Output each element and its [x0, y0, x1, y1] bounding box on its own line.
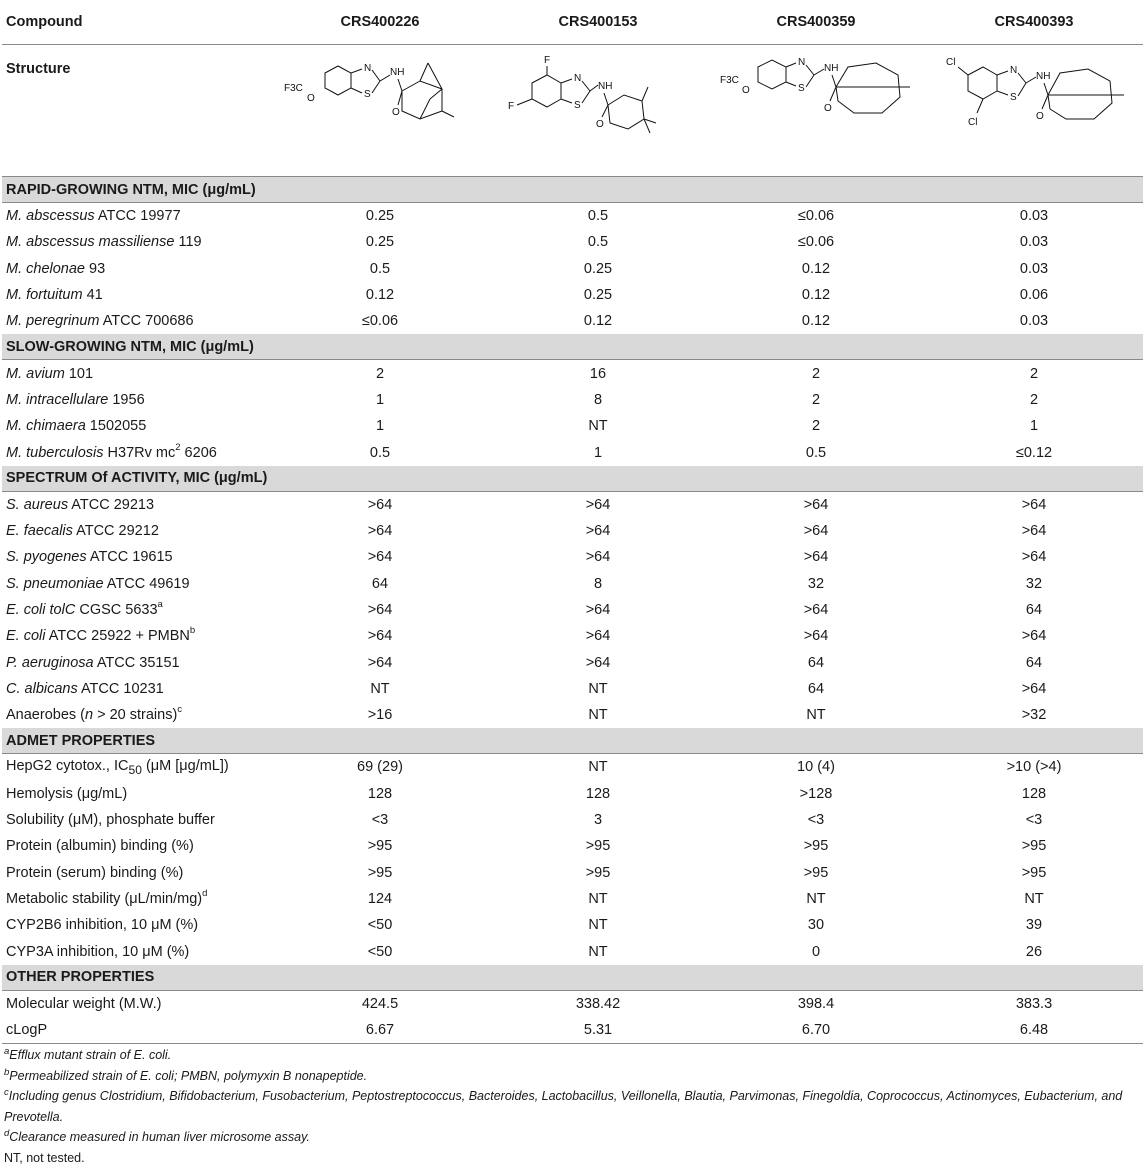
- value-cell: 0.12: [707, 282, 925, 308]
- value-cell: 0.12: [707, 256, 925, 282]
- row-label: [2, 518, 271, 544]
- value-cell: 0.5: [271, 439, 489, 465]
- table-row: [2, 754, 1143, 781]
- section-title: SLOW-GROWING NTM, MIC (μg/mL): [2, 334, 1143, 360]
- table-row: [2, 229, 1143, 255]
- row-label-text: Anaerobes (: [6, 707, 85, 723]
- value-cell: 0.5: [707, 439, 925, 465]
- value-cell: 64: [925, 597, 1143, 623]
- row-label-italic: C. albicans: [6, 681, 78, 697]
- structure-label: Structure: [2, 45, 271, 177]
- chem-structure-3: [716, 53, 916, 123]
- table-row: [2, 676, 1143, 702]
- row-label-rest: CGSC 5633: [75, 602, 157, 618]
- row-label: [2, 754, 271, 781]
- row-label: [2, 387, 271, 413]
- row-label: [2, 781, 271, 807]
- section-title: RAPID-GROWING NTM, MIC (μg/mL): [2, 177, 1143, 203]
- value-cell: >64: [489, 649, 707, 675]
- row-label-rest: 1956: [108, 392, 144, 408]
- row-label: [2, 413, 271, 439]
- row-label-italic: S. aureus: [6, 497, 68, 513]
- row-label-text: Protein (albumin) binding (%): [6, 838, 194, 854]
- row-label: [2, 1017, 271, 1044]
- value-cell: <50: [271, 938, 489, 964]
- value-cell: 0.03: [925, 256, 1143, 282]
- value-cell: NT: [489, 754, 707, 781]
- section-header: [2, 965, 1143, 991]
- value-cell: NT: [707, 886, 925, 912]
- value-cell: 0.06: [925, 282, 1143, 308]
- svg-text:Cl: Cl: [968, 117, 977, 128]
- row-label-rest: ATCC 19977: [95, 208, 181, 224]
- value-cell: >32: [925, 702, 1143, 728]
- row-label-text: Hemolysis (μg/mL): [6, 786, 127, 802]
- value-cell: 64: [707, 676, 925, 702]
- row-label-sup: d: [202, 888, 207, 899]
- value-cell: NT: [489, 413, 707, 439]
- row-label-rest: ATCC 700686: [99, 313, 193, 329]
- value-cell: 1: [271, 413, 489, 439]
- footnote: [4, 1127, 1142, 1148]
- table-row: [2, 833, 1143, 859]
- value-cell: 30: [707, 912, 925, 938]
- value-cell: 6.48: [925, 1017, 1143, 1044]
- value-cell: NT: [489, 676, 707, 702]
- value-cell: 26: [925, 938, 1143, 964]
- row-label-text: HepG2 cytotox., IC: [6, 758, 129, 774]
- row-label-sup: b: [190, 625, 195, 636]
- value-cell: >64: [489, 518, 707, 544]
- compound-col-3: CRS400359: [707, 0, 925, 45]
- row-label: [2, 702, 271, 728]
- table-row: [2, 1017, 1143, 1044]
- row-label-rest: ATCC 35151: [94, 655, 180, 671]
- row-label-italic: S. pyogenes: [6, 549, 87, 565]
- value-cell: >64: [489, 544, 707, 570]
- row-label-rest: ATCC 29212: [73, 523, 159, 539]
- row-label: [2, 649, 271, 675]
- svg-text:N: N: [1010, 65, 1017, 76]
- table-row: [2, 623, 1143, 649]
- value-cell: <3: [271, 807, 489, 833]
- value-cell: >64: [489, 597, 707, 623]
- table-row: [2, 282, 1143, 308]
- table-row: [2, 518, 1143, 544]
- data-table: [2, 0, 1143, 1044]
- value-cell: 0.25: [489, 282, 707, 308]
- row-label-rest: > 20 strains): [93, 707, 177, 723]
- row-label-italic: M. chimaera: [6, 418, 86, 434]
- value-cell: 39: [925, 912, 1143, 938]
- svg-text:NH: NH: [824, 63, 838, 74]
- value-cell: 338.42: [489, 990, 707, 1017]
- value-cell: >95: [271, 833, 489, 859]
- value-cell: 128: [925, 781, 1143, 807]
- row-label: [2, 360, 271, 387]
- row-label-sup: a: [158, 599, 163, 610]
- table-row: [2, 912, 1143, 938]
- value-cell: >64: [271, 597, 489, 623]
- row-label-italic: E. coli tolC: [6, 602, 75, 618]
- table-row: [2, 439, 1143, 465]
- value-cell: 2: [271, 360, 489, 387]
- row-label-rest: ATCC 19615: [87, 549, 173, 565]
- row-label: [2, 807, 271, 833]
- value-cell: 0.25: [271, 229, 489, 255]
- value-cell: 16: [489, 360, 707, 387]
- value-cell: <3: [707, 807, 925, 833]
- footnote-text: Clearance measured in human liver microsome assay.: [9, 1130, 310, 1144]
- value-cell: >95: [707, 860, 925, 886]
- value-cell: >64: [707, 518, 925, 544]
- table-row: [2, 491, 1143, 518]
- row-label: [2, 990, 271, 1017]
- value-cell: 0.12: [489, 308, 707, 334]
- row-label-text: Molecular weight (M.W.): [6, 996, 162, 1012]
- value-cell: ≤0.12: [925, 439, 1143, 465]
- value-cell: ≤0.06: [707, 203, 925, 230]
- value-cell: 0.03: [925, 203, 1143, 230]
- value-cell: 0.12: [271, 282, 489, 308]
- table-row: [2, 256, 1143, 282]
- value-cell: 1: [489, 439, 707, 465]
- footnote: [4, 1045, 1142, 1066]
- svg-text:S: S: [364, 89, 371, 100]
- value-cell: 8: [489, 571, 707, 597]
- svg-text:Cl: Cl: [946, 57, 955, 68]
- value-cell: 0.25: [271, 203, 489, 230]
- compound-col-2: CRS400153: [489, 0, 707, 45]
- footnote-text: Permeabilized strain of E. coli; PMBN, polymyxin B nonapeptide.: [9, 1069, 367, 1083]
- table-row: [2, 860, 1143, 886]
- footnote-text: Efflux mutant strain of E. coli.: [9, 1048, 171, 1062]
- value-cell: >64: [489, 623, 707, 649]
- value-cell: 1: [271, 387, 489, 413]
- table-row: [2, 571, 1143, 597]
- value-cell: 64: [707, 649, 925, 675]
- value-cell: <50: [271, 912, 489, 938]
- row-label-rest: ATCC 29213: [68, 497, 154, 513]
- value-cell: >64: [271, 623, 489, 649]
- value-cell: 1: [925, 413, 1143, 439]
- structure-crs400153: [489, 45, 707, 177]
- row-label-rest: ATCC 49619: [104, 576, 190, 592]
- value-cell: >64: [707, 544, 925, 570]
- value-cell: >64: [707, 623, 925, 649]
- row-label-text: Metabolic stability (μL/min/mg): [6, 891, 202, 907]
- value-cell: 0.12: [707, 308, 925, 334]
- value-cell: >95: [489, 860, 707, 886]
- table-row: [2, 308, 1143, 334]
- value-cell: 398.4: [707, 990, 925, 1017]
- row-label-italic: M. tuberculosis: [6, 445, 104, 461]
- value-cell: 64: [925, 649, 1143, 675]
- row-label-italic: M. avium: [6, 366, 65, 382]
- row-label-rest: ATCC 25922 + PMBN: [46, 628, 190, 644]
- row-label-text: Protein (serum) binding (%): [6, 865, 183, 881]
- row-label-text: CYP2B6 inhibition, 10 μM (%): [6, 917, 198, 933]
- table-row: [2, 387, 1143, 413]
- svg-text:NH: NH: [390, 67, 404, 78]
- section-header: [2, 466, 1143, 492]
- value-cell: 0.03: [925, 229, 1143, 255]
- svg-text:O: O: [1036, 111, 1044, 122]
- table-row: [2, 413, 1143, 439]
- row-label-rest: 1502055: [86, 418, 146, 434]
- value-cell: NT: [925, 886, 1143, 912]
- row-label: [2, 571, 271, 597]
- svg-text:O: O: [824, 103, 832, 114]
- svg-text:NH: NH: [1036, 71, 1050, 82]
- svg-text:S: S: [574, 100, 581, 111]
- row-label-italic: M. intracellulare: [6, 392, 108, 408]
- value-cell: NT: [271, 676, 489, 702]
- row-label-italic: M. fortuitum: [6, 287, 83, 303]
- table-row: [2, 702, 1143, 728]
- svg-text:S: S: [1010, 92, 1017, 103]
- value-cell: 3: [489, 807, 707, 833]
- value-cell: >64: [707, 597, 925, 623]
- value-cell: 2: [925, 360, 1143, 387]
- value-cell: 0: [707, 938, 925, 964]
- value-cell: >95: [707, 833, 925, 859]
- value-cell: 6.67: [271, 1017, 489, 1044]
- row-label-rest: 119: [174, 234, 201, 250]
- svg-text:O: O: [596, 119, 604, 130]
- table-row: [2, 781, 1143, 807]
- value-cell: >95: [925, 833, 1143, 859]
- value-cell: NT: [489, 912, 707, 938]
- table-row: [2, 807, 1143, 833]
- section-header: [2, 728, 1143, 754]
- section-title: ADMET PROPERTIES: [2, 728, 1143, 754]
- row-label-rest: 93: [85, 261, 105, 277]
- svg-text:S: S: [798, 83, 805, 94]
- value-cell: >64: [925, 518, 1143, 544]
- footnote: [4, 1086, 1142, 1127]
- footnote: [4, 1148, 1142, 1168]
- svg-text:N: N: [574, 73, 581, 84]
- footnote-mark: b: [4, 1067, 9, 1078]
- value-cell: 10 (4): [707, 754, 925, 781]
- row-label: [2, 229, 271, 255]
- row-label: [2, 203, 271, 230]
- value-cell: NT: [489, 886, 707, 912]
- value-cell: 424.5: [271, 990, 489, 1017]
- structure-row: [2, 45, 1143, 177]
- value-cell: 0.5: [489, 229, 707, 255]
- value-cell: >16: [271, 702, 489, 728]
- row-label-rest: H37Rv mc: [104, 445, 176, 461]
- header-row: [2, 0, 1143, 45]
- value-cell: >95: [925, 860, 1143, 886]
- table-row: [2, 544, 1143, 570]
- row-label: [2, 491, 271, 518]
- row-label-sup: c: [177, 704, 182, 715]
- footnote-mark: c: [4, 1087, 9, 1098]
- row-label: [2, 544, 271, 570]
- value-cell: 69 (29): [271, 754, 489, 781]
- value-cell: >64: [925, 544, 1143, 570]
- row-label-rest: ATCC 10231: [78, 681, 164, 697]
- row-label: [2, 833, 271, 859]
- compound-col-1: CRS400226: [271, 0, 489, 45]
- row-label: [2, 256, 271, 282]
- value-cell: 32: [707, 571, 925, 597]
- value-cell: 124: [271, 886, 489, 912]
- value-cell: 8: [489, 387, 707, 413]
- table-row: [2, 360, 1143, 387]
- row-label-italic: M. abscessus massiliense: [6, 234, 174, 250]
- value-cell: >64: [271, 544, 489, 570]
- svg-text:O: O: [392, 107, 400, 118]
- row-label: [2, 676, 271, 702]
- row-label-italic: M. chelonae: [6, 261, 85, 277]
- value-cell: 0.03: [925, 308, 1143, 334]
- structure-crs400393: [925, 45, 1143, 177]
- svg-text:NH: NH: [598, 81, 612, 92]
- value-cell: >64: [707, 491, 925, 518]
- row-label-text: CYP3A inhibition, 10 μM (%): [6, 944, 189, 960]
- value-cell: 0.25: [489, 256, 707, 282]
- section-title: OTHER PROPERTIES: [2, 965, 1143, 991]
- table-row: [2, 597, 1143, 623]
- section-title: SPECTRUM Of ACTIVITY, MIC (μg/mL): [2, 466, 1143, 492]
- svg-text:F: F: [544, 55, 550, 66]
- row-label-italic: E. faecalis: [6, 523, 73, 539]
- row-label-italic: E. coli: [6, 628, 46, 644]
- value-cell: >10 (>4): [925, 754, 1143, 781]
- compound-header: Compound: [2, 0, 271, 45]
- row-label-sup: 2: [175, 442, 180, 453]
- table-row: [2, 649, 1143, 675]
- row-label: [2, 860, 271, 886]
- value-cell: 0.5: [271, 256, 489, 282]
- value-cell: NT: [489, 938, 707, 964]
- value-cell: 64: [271, 571, 489, 597]
- section-header: [2, 177, 1143, 203]
- row-label: [2, 597, 271, 623]
- row-label-rest: 41: [83, 287, 103, 303]
- footnote-mark: a: [4, 1046, 9, 1057]
- value-cell: >95: [489, 833, 707, 859]
- svg-text:N: N: [364, 63, 371, 74]
- svg-text:N: N: [798, 57, 805, 68]
- value-cell: >64: [271, 491, 489, 518]
- svg-text:F3C: F3C: [720, 75, 739, 86]
- value-cell: >64: [489, 491, 707, 518]
- value-cell: 128: [489, 781, 707, 807]
- row-label-text: Solubility (μM), phosphate buffer: [6, 812, 215, 828]
- row-label: [2, 912, 271, 938]
- value-cell: >95: [271, 860, 489, 886]
- row-label-italic: n: [85, 707, 93, 723]
- value-cell: ≤0.06: [271, 308, 489, 334]
- row-label: [2, 623, 271, 649]
- chem-structure-2: [498, 53, 698, 145]
- value-cell: 5.31: [489, 1017, 707, 1044]
- value-cell: 2: [707, 360, 925, 387]
- value-cell: >64: [271, 649, 489, 675]
- row-label: [2, 308, 271, 334]
- value-cell: >128: [707, 781, 925, 807]
- table-row: [2, 938, 1143, 964]
- chem-structure-1: [280, 53, 480, 123]
- row-label-rest: 101: [65, 366, 93, 382]
- row-label-text: cLogP: [6, 1022, 47, 1038]
- value-cell: >64: [925, 676, 1143, 702]
- row-label: [2, 282, 271, 308]
- table-row: [2, 886, 1143, 912]
- value-cell: <3: [925, 807, 1143, 833]
- value-cell: 6.70: [707, 1017, 925, 1044]
- row-label: [2, 938, 271, 964]
- row-label-italic: S. pneumoniae: [6, 576, 104, 592]
- value-cell: 128: [271, 781, 489, 807]
- structure-crs400359: [707, 45, 925, 177]
- row-label: [2, 886, 271, 912]
- svg-text:F: F: [508, 101, 514, 112]
- table-row: [2, 203, 1143, 230]
- value-cell: NT: [707, 702, 925, 728]
- compound-col-4: CRS400393: [925, 0, 1143, 45]
- footnote-mark: d: [4, 1128, 9, 1139]
- footnote-text: NT, not tested.: [4, 1151, 85, 1165]
- value-cell: 32: [925, 571, 1143, 597]
- value-cell: >64: [925, 623, 1143, 649]
- value-cell: 383.3: [925, 990, 1143, 1017]
- row-label-rest: (μM [μg/mL]): [142, 758, 229, 774]
- row-label-italic: P. aeruginosa: [6, 655, 94, 671]
- row-label-italic: M. peregrinum: [6, 313, 99, 329]
- row-label-italic: M. abscessus: [6, 208, 95, 224]
- table-row: [2, 990, 1143, 1017]
- footnotes: [4, 1045, 1142, 1168]
- footnote: [4, 1066, 1142, 1087]
- chem-structure-4: [934, 53, 1134, 133]
- footnote-text: Including genus Clostridium, Bifidobacterium, Fusobacterium, Peptostreptococcus, Bacteroides, Lactobacillus, Veillonella, Blautia, Parvimonas, Finegoldia, Coprococcus, Actinomyces, Eubacterium, and Prevotella.: [4, 1089, 1122, 1124]
- value-cell: ≤0.06: [707, 229, 925, 255]
- value-cell: NT: [489, 702, 707, 728]
- value-cell: 2: [707, 413, 925, 439]
- row-label-rest2: 6206: [181, 445, 217, 461]
- value-cell: 2: [707, 387, 925, 413]
- section-header: [2, 334, 1143, 360]
- row-label: [2, 439, 271, 465]
- value-cell: >64: [271, 518, 489, 544]
- value-cell: >64: [925, 491, 1143, 518]
- svg-text:O: O: [742, 85, 750, 96]
- svg-text:O: O: [307, 93, 315, 104]
- value-cell: 0.5: [489, 203, 707, 230]
- value-cell: 2: [925, 387, 1143, 413]
- row-label-sub: 50: [129, 763, 142, 777]
- structure-crs400226: [271, 45, 489, 177]
- svg-text:F3C: F3C: [284, 83, 303, 94]
